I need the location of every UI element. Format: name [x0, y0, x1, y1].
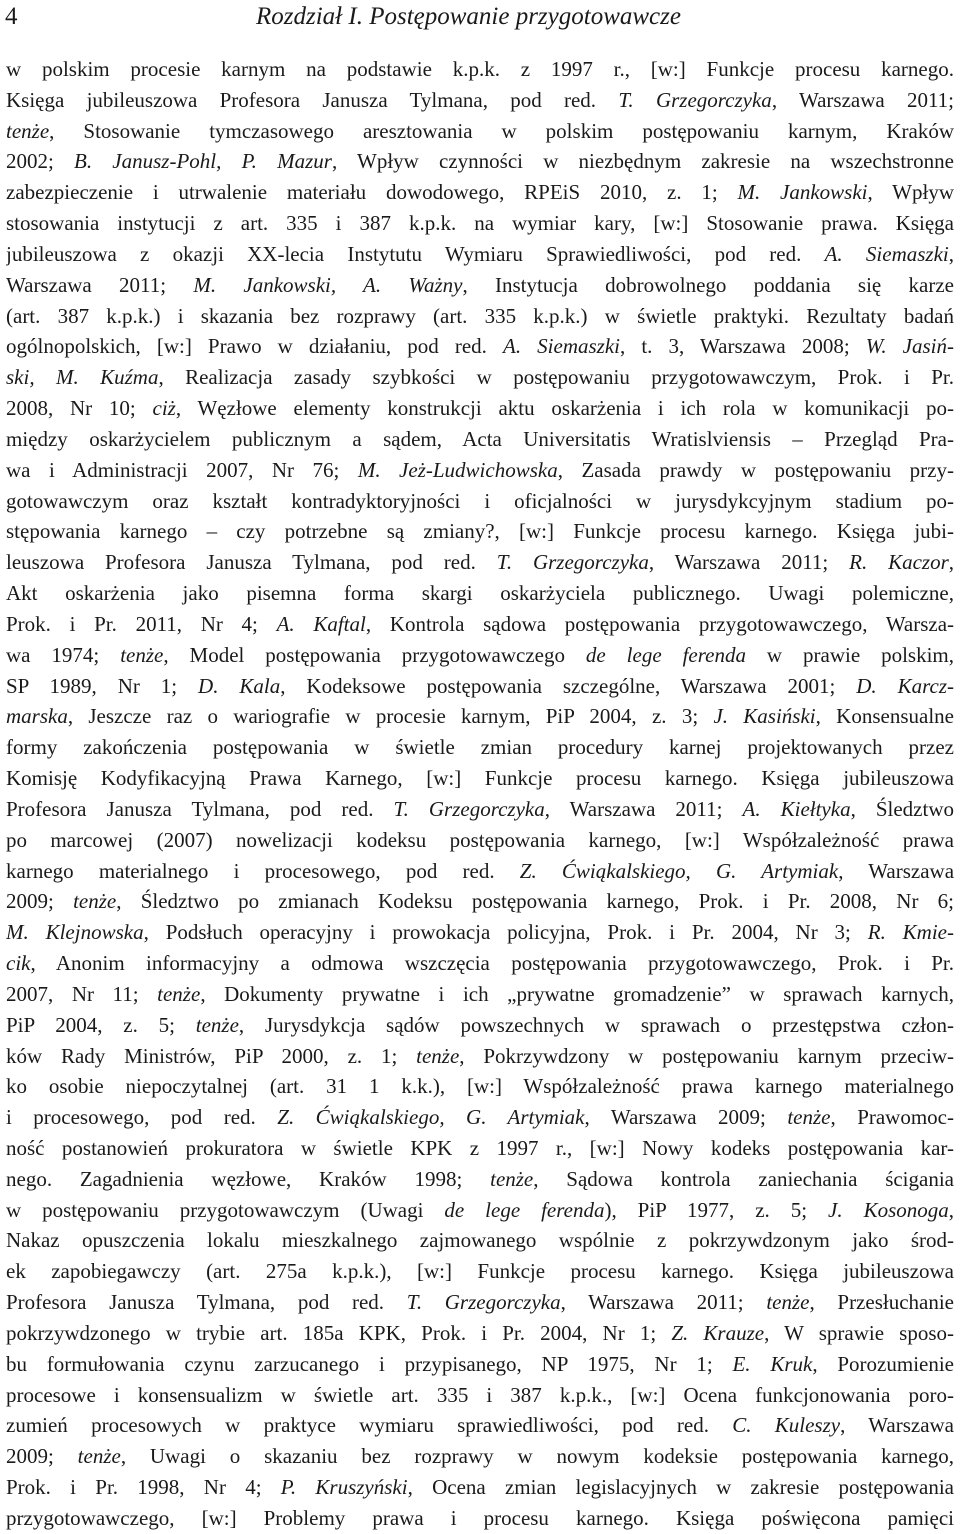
text-run: 2009;: [6, 889, 74, 914]
text-line: [6, 1287, 954, 1318]
text-run: ), PiP 1977, z. 5;: [604, 1197, 829, 1222]
text-run: stosowania instytucji z art. 335 i 387 k.p.k. na wymiar kary, [w:] Stosowanie prawa. Księga: [6, 211, 954, 236]
text-run: 2007, Nr 11;: [6, 981, 158, 1006]
text-run: , Warszawa 2011;: [648, 550, 850, 575]
italic-text: marska: [6, 704, 68, 729]
italic-text: M. Klejnowska: [6, 920, 144, 945]
text-line: [6, 208, 954, 239]
text-run: , Sądowa kontrola zaniechania ścigania: [533, 1166, 954, 1191]
text-line: [6, 331, 954, 362]
italic-text: R. Kaczor: [849, 550, 949, 575]
text-run: leuszowa Profesora Janusza Tylmana, pod red.: [6, 550, 497, 575]
text-run: , Realizacja zasady szybkości w postępowaniu przygotowawczym, Prok. i Pr.: [158, 365, 954, 390]
italic-text: cik: [6, 951, 31, 976]
text-line: [6, 948, 954, 979]
text-run: ność postanowień prokuratora w świetle KPK z 1997 r., [w:] Nowy kodeks postępowania kar-: [6, 1135, 954, 1160]
text-run: , Warszawa 2009;: [584, 1105, 788, 1130]
text-run: , Anonim informacyjny a odmowa wszczęcia postępowania przygotowawczego, Prok. i Pr.: [30, 951, 954, 976]
italic-text: tenże: [195, 1012, 239, 1037]
text-line: [6, 825, 954, 856]
italic-text: ski, M. Kuźma: [6, 365, 159, 390]
italic-text: T. Grzegorczyka: [393, 796, 545, 821]
text-line: [6, 1410, 954, 1441]
text-run: , Śledztwo: [850, 796, 954, 821]
text-run: (art. 387 k.p.k.) i skazania bez rozprawy (art. 335 k.p.k.) w świetle praktyki. Rezultaty badań: [6, 303, 954, 328]
italic-text: Z. Ćwiąkalskiego, G. Artymiak: [519, 858, 839, 883]
text-run: ,: [948, 1197, 954, 1222]
text-line: [6, 1195, 954, 1226]
text-line: [6, 1380, 954, 1411]
text-line: [6, 301, 954, 332]
text-run: 2008, Nr 10;: [6, 396, 153, 421]
text-run: karnego materialnego i procesowego, pod red.: [6, 858, 520, 883]
text-line: [6, 1041, 954, 1072]
italic-text: T. Grzegorczyka: [406, 1290, 561, 1315]
text-run: między oskarżycielem publicznym a sądem, Acta Universitatis Wratislviensis – Przegląd Pra-: [6, 426, 954, 451]
italic-text: tenże: [77, 1444, 121, 1469]
text-run: jubileuszowa z okazji XX-lecia Instytutu Wymiaru Sprawiedliwości, pod red.: [6, 241, 825, 266]
text-line: [6, 794, 954, 825]
text-run: , Dokumenty prywatne i ich „prywatne gromadzenie” w sprawach karnych,: [200, 981, 954, 1006]
italic-text: tenże: [787, 1105, 831, 1130]
text-run: przygotowawczego, [w:] Problemy prawa i procesu karnego. Księga poświęcona pamięci: [6, 1505, 954, 1530]
italic-text: M. Jeż-Ludwichowska: [357, 457, 558, 482]
italic-text: Z. Krauze: [671, 1320, 765, 1345]
text-line: [6, 455, 954, 486]
text-run: , W sprawie sposo-: [764, 1320, 954, 1345]
text-run: w polskim procesie karnym na podstawie k.p.k. z 1997 r., [w:] Funkcje procesu karnego.: [6, 57, 954, 81]
text-line: [6, 1133, 954, 1164]
text-line: [6, 640, 954, 671]
text-run: ,: [948, 241, 954, 266]
text-run: , Kodeksowe postępowania szczególne, Warszawa 2001;: [280, 673, 857, 698]
text-line: [6, 1256, 954, 1287]
italic-text: D. Karcz-: [856, 673, 954, 698]
text-run: w prawie polskim,: [745, 642, 954, 667]
text-run: ko osobie niepoczytalnej (art. 31 1 k.k.), [w:] Współzależność prawa karnego materialnego: [6, 1074, 954, 1099]
text-run: , Podsłuch operacyjny i prowokacja policyjna, Prok. i Pr. 2004, Nr 3;: [143, 920, 868, 945]
text-run: zumień procesowych w praktyce wymiaru sprawiedliwości, pod red.: [6, 1413, 733, 1438]
text-run: , Przesłuchanie: [809, 1290, 954, 1315]
text-line: [6, 701, 954, 732]
text-run: , Węzłowe elementy konstrukcji aktu oskarżenia i ich rola w komunikacji po-: [175, 396, 954, 421]
text-run: Akt oskarżenia jako pisemna forma skargi oskarżyciela publicznego. Uwagi polemiczne,: [6, 581, 954, 606]
italic-text: T. Grzegorczyka: [618, 87, 772, 112]
italic-text: M. Jankowski, A. Ważny: [193, 272, 463, 297]
text-line: [6, 1071, 954, 1102]
footnote-body: [6, 54, 954, 1534]
text-run: , Warszawa: [838, 858, 954, 883]
text-run: ,: [948, 550, 954, 575]
text-line: [6, 917, 954, 948]
text-run: , Prawomoc-: [830, 1105, 954, 1130]
text-run: pokrzywdzonego w trybie art. 185a KPK, Prok. i Pr. 2004, Nr 1;: [6, 1320, 672, 1345]
text-line: [6, 177, 954, 208]
text-run: , Warszawa: [840, 1413, 954, 1438]
italic-text: E. Kruk: [732, 1351, 813, 1376]
italic-text: tenże: [157, 981, 201, 1006]
text-run: w postępowaniu przygotowawczym (Uwagi: [6, 1197, 445, 1222]
italic-text: tenże: [73, 889, 117, 914]
running-head: Rozdział I. Postępowanie przygotowawcze: [256, 3, 681, 30]
italic-text: tenże: [490, 1166, 534, 1191]
text-run: ek zapobiegawczy (art. 275a k.p.k.), [w:] Funkcje procesu karnego. Księga jubileuszowa: [6, 1259, 954, 1284]
italic-text: J. Kasiński: [713, 704, 816, 729]
text-line: [6, 424, 954, 455]
text-run: , Warszawa 2011;: [771, 87, 954, 112]
text-line: [6, 1164, 954, 1195]
text-run: Warszawa 2011;: [6, 272, 194, 297]
page-header: [0, 0, 960, 40]
italic-text: tenże: [766, 1290, 810, 1315]
text-run: gotowawczym oraz kształt kontradyktoryjności i oficjalności w jurysdykcyjnym stadium po-: [6, 488, 954, 513]
text-run: po marcowej (2007) nowelizacji kodeksu postępowania karnego, [w:] Współzależność prawa: [6, 827, 954, 852]
text-line: [6, 1225, 954, 1256]
italic-text: tenże: [416, 1043, 460, 1068]
italic-text: B. Janusz-Pohl, P. Mazur: [74, 149, 332, 174]
text-run: , Warszawa 2011;: [560, 1290, 767, 1315]
text-line: [6, 1441, 954, 1472]
italic-text: Z. Ćwiąkalskiego, G. Artymiak: [277, 1105, 585, 1130]
text-line: [6, 979, 954, 1010]
text-run: Księga jubileuszowa Profesora Janusza Tylmana, pod red.: [6, 87, 619, 112]
text-line: [6, 486, 954, 517]
text-run: , Śledztwo po zmianach Kodeksu postępowania karnego, Prok. i Pr. 2008, Nr 6;: [116, 889, 954, 914]
text-line: [6, 732, 954, 763]
italic-text: de lege ferenda: [444, 1197, 605, 1222]
text-run: , Jurysdykcja sądów powszechnych w sprawach o przestępstwa człon-: [238, 1012, 954, 1037]
text-run: , Stosowanie tymczasowego aresztowania w polskim postępowaniu karnym, Kraków: [49, 118, 954, 143]
text-line: [6, 609, 954, 640]
text-run: 2002;: [6, 149, 75, 174]
italic-text: de lege ferenda: [585, 642, 746, 667]
text-run: , Zasada prawdy w postępowaniu przy-: [557, 457, 954, 482]
text-line: [6, 1102, 954, 1133]
text-run: wa i Administracji 2007, Nr 76;: [6, 457, 358, 482]
text-run: , Pokrzywdzony w postępowaniu karnym przeciw-: [459, 1043, 954, 1068]
text-run: , Ocena zmian legislacyjnych w zakresie postępowania: [407, 1475, 954, 1500]
text-run: Prok. i Pr. 1998, Nr 4;: [6, 1475, 281, 1500]
text-run: 2009;: [6, 1444, 78, 1469]
text-run: Profesora Janusza Tylmana, pod red.: [6, 1290, 407, 1315]
italic-text: A. Siemaszki: [503, 334, 620, 359]
text-run: zabezpieczenie i utrwalenie materiału dowodowego, RPEiS 2010, z. 1;: [6, 180, 738, 205]
text-line: [6, 856, 954, 887]
italic-text: D. Kala: [198, 673, 281, 698]
italic-text: tenże: [6, 118, 50, 143]
italic-text: M. Jankowski: [737, 180, 868, 205]
italic-text: C. Kuleszy: [732, 1413, 841, 1438]
text-run: formy zakończenia postępowania w świetle zmian procedury karnej projektowanych przez: [6, 735, 954, 760]
text-line: [6, 239, 954, 270]
text-run: , Wpływ czynności w niezbędnym zakresie na wszechstronne: [331, 149, 954, 174]
text-line: [6, 270, 954, 301]
text-run: Nakaz opuszczenia lokalu mieszkalnego zajmowanego wspólnie z pokrzywdzonym jako środ-: [6, 1228, 954, 1253]
italic-text: tenże: [120, 642, 164, 667]
text-run: , Porozumienie: [812, 1351, 954, 1376]
text-run: , Model postępowania przygotowawczego: [163, 642, 586, 667]
text-run: stępowania karnego – czy potrzebne są zmiany?, [w:] Funkcje procesu karnego. Księga jubi-: [6, 519, 954, 544]
text-line: [6, 393, 954, 424]
text-run: Komisję Kodyfikacyjną Prawa Karnego, [w:] Funkcje procesu karnego. Księga jubileuszowa: [6, 766, 954, 791]
text-run: Prok. i Pr. 2011, Nr 4;: [6, 611, 277, 636]
text-run: , Kontrola sądowa postępowania przygotowawczego, Warsza-: [365, 611, 954, 636]
text-line: [6, 1349, 954, 1380]
text-line: [6, 1010, 954, 1041]
text-run: , Instytucja dobrowolnego poddania się karze: [462, 272, 954, 297]
italic-text: P. Kruszyński: [280, 1475, 408, 1500]
text-run: , Jeszcze raz o wariografie w procesie karnym, PiP 2004, z. 3;: [67, 704, 714, 729]
text-line: [6, 886, 954, 917]
text-run: ogólnopolskich, [w:] Prawo w działaniu, pod red.: [6, 334, 503, 359]
text-line: [6, 85, 954, 116]
text-line: [6, 116, 954, 147]
text-run: i procesowego, pod red.: [6, 1105, 278, 1130]
text-run: bu formułowania czynu zarzucanego i przypisanego, NP 1975, Nr 1;: [6, 1351, 733, 1376]
italic-text: A. Siemaszki: [824, 241, 949, 266]
text-run: ków Rady Ministrów, PiP 2000, z. 1;: [6, 1043, 417, 1068]
text-line: [6, 146, 954, 177]
italic-text: T. Grzegorczyka: [496, 550, 649, 575]
text-run: , Wpływ: [867, 180, 954, 205]
text-line: [6, 671, 954, 702]
italic-text: ciż: [152, 396, 176, 421]
text-line: [6, 362, 954, 393]
text-run: , Uwagi o skazaniu bez rozprawy w nowym kodeksie postępowania karnego,: [120, 1444, 954, 1469]
text-run: procesowe i konsensualizm w świetle art. 335 i 387 k.p.k., [w:] Ocena funkcjonowania poro-: [6, 1382, 954, 1407]
text-line: [6, 1318, 954, 1349]
text-line: [6, 516, 954, 547]
text-run: , Warszawa 2011;: [544, 796, 743, 821]
text-run: wa 1974;: [6, 642, 121, 667]
text-line: [6, 578, 954, 609]
text-run: , t. 3, Warszawa 2008;: [620, 334, 866, 359]
text-line: [6, 54, 954, 85]
text-line: [6, 1503, 954, 1534]
text-line: [6, 547, 954, 578]
text-run: PiP 2004, z. 5;: [6, 1012, 196, 1037]
text-run: , Konsensualne: [815, 704, 954, 729]
italic-text: R. Kmie-: [867, 920, 954, 945]
text-run: nego. Zagadnienia węzłowe, Kraków 1998;: [6, 1166, 491, 1191]
italic-text: A. Kaftal: [276, 611, 366, 636]
text-run: Profesora Janusza Tylmana, pod red.: [6, 796, 394, 821]
text-run: SP 1989, Nr 1;: [6, 673, 199, 698]
page-number: 4: [5, 3, 18, 30]
italic-text: A. Kiełtyka: [742, 796, 851, 821]
italic-text: W. Jasiń-: [865, 334, 954, 359]
text-line: [6, 763, 954, 794]
italic-text: J. Kosonoga: [828, 1197, 949, 1222]
